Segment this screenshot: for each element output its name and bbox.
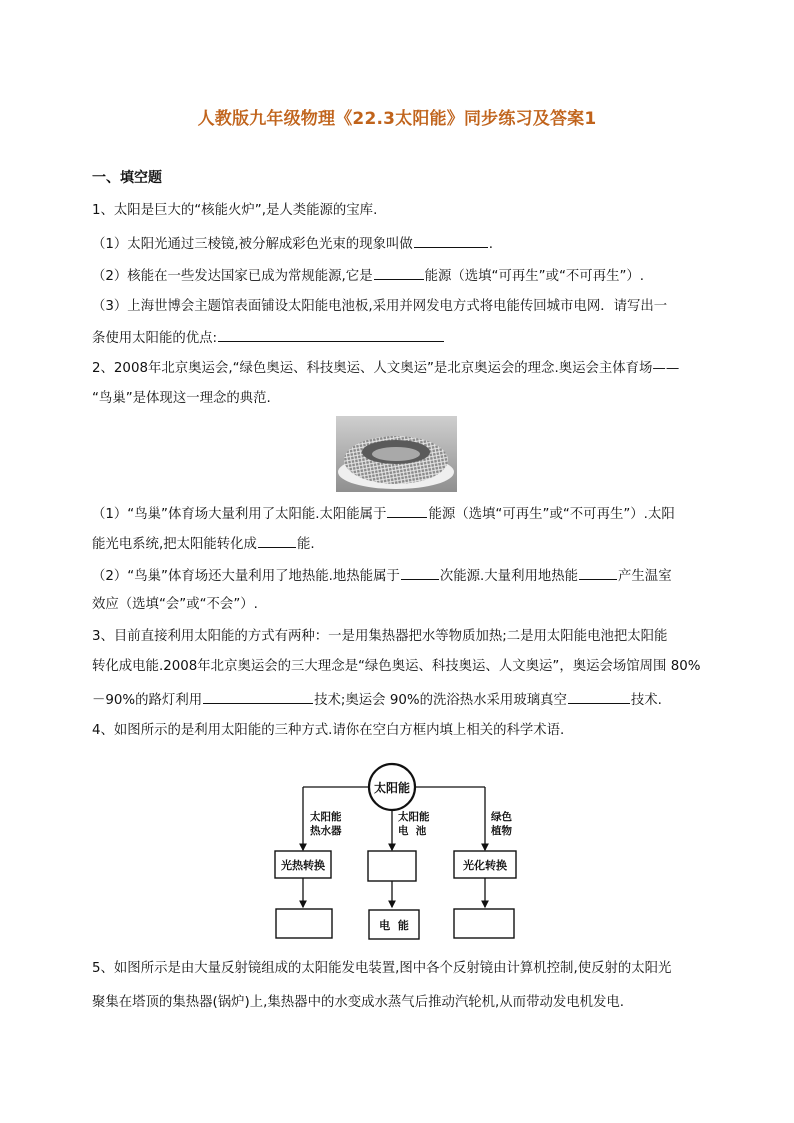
q1-part3-cont: 条使用太阳能的优点: bbox=[92, 327, 445, 349]
answer-blank[interactable] bbox=[374, 265, 424, 280]
branch-1-label-line1: 太阳能 bbox=[310, 811, 342, 823]
q2-part2: （2）“鸟巢”体育场还大量利用了地热能.地热能属于 次能源.大量利用地热能 产生温室 bbox=[92, 565, 672, 587]
q2-stem: 2、2008年北京奥运会,“绿色奥运、科技奥运、人文奥运”是北京奥运会的理念.奥运会主体育场—— bbox=[92, 361, 680, 376]
q1-part1: （1）太阳光通过三棱镜,被分解成彩色光束的现象叫做 . bbox=[92, 233, 493, 255]
center-label: 太阳能 bbox=[373, 781, 411, 795]
q2-part2-cont: 效应（选填“会”或“不会”）. bbox=[92, 597, 258, 612]
box-3-1-label: 光化转换 bbox=[463, 859, 507, 872]
box-1-2-blank bbox=[276, 909, 332, 938]
section-heading: 一、填空题 bbox=[92, 170, 162, 186]
q2-part1: （1）“鸟巢”体育场大量利用了太阳能.太阳能属于 能源（选填“可再生”或“不可再生”）.太阳 bbox=[92, 503, 675, 525]
branch-3-label-line2: 植物 bbox=[491, 825, 512, 837]
answer-blank[interactable] bbox=[579, 565, 617, 580]
answer-blank[interactable] bbox=[568, 689, 630, 704]
branch-3-label-line1: 绿色 bbox=[491, 811, 512, 823]
box-3-2-blank bbox=[454, 909, 514, 938]
branch-2-label-line1: 太阳能 bbox=[398, 811, 430, 823]
q5-stem-cont: 聚集在塔顶的集热器(锅炉)上,集热器中的水变成水蒸气后推动汽轮机,从而带动发电机发电. bbox=[92, 995, 625, 1010]
q2-stem-cont: “鸟巢”是体现这一理念的典范. bbox=[92, 391, 271, 406]
answer-blank[interactable] bbox=[218, 327, 444, 342]
q1-stem: 1、太阳是巨大的“核能火炉”,是人类能源的宝库. bbox=[92, 203, 378, 218]
q3-stem-cont: 转化成电能.2008年北京奥运会的三大理念是“绿色奥运、科技奥运、人文奥运”，奥运会场馆周围 80% bbox=[92, 659, 701, 674]
solar-energy-diagram bbox=[270, 758, 520, 948]
box-2-2-label: 电 能 bbox=[379, 919, 409, 932]
answer-blank[interactable] bbox=[401, 565, 439, 580]
answer-blank[interactable] bbox=[258, 533, 296, 548]
branch-2-label-line2: 电 池 bbox=[398, 825, 427, 837]
q4-stem: 4、如图所示的是利用太阳能的三种方式.请你在空白方框内填上相关的科学术语. bbox=[92, 723, 565, 738]
box-1-1-label: 光热转换 bbox=[281, 859, 325, 872]
q5-stem: 5、如图所示是由大量反射镜组成的太阳能发电装置,图中各个反射镜由计算机控制,使反射的太阳光 bbox=[92, 961, 672, 976]
answer-blank[interactable] bbox=[414, 233, 488, 248]
answer-blank[interactable] bbox=[387, 503, 427, 518]
answer-blank[interactable] bbox=[203, 689, 313, 704]
q1-part2: （2）核能在一些发达国家已成为常规能源,它是 能源（选填“可再生”或“不可再生”）. bbox=[92, 265, 644, 287]
q3-blanks: －90%的路灯利用 技术;奥运会 90%的洗浴热水采用玻璃真空 技术. bbox=[92, 689, 662, 711]
q2-part1-cont: 能光电系统,把太阳能转化成 能. bbox=[92, 533, 315, 555]
page-title: 人教版九年级物理《22.3太阳能》同步练习及答案1 bbox=[197, 109, 597, 129]
branch-1-label-line2: 热水器 bbox=[310, 825, 342, 837]
box-2-1-blank bbox=[368, 851, 416, 881]
birds-nest-stadium-image bbox=[336, 416, 457, 492]
q3-stem: 3、目前直接利用太阳能的方式有两种：一是用集热器把水等物质加热;二是用太阳能电池把太阳能 bbox=[92, 629, 668, 644]
q1-part3: （3）上海世博会主题馆表面铺设太阳能电池板,采用并网发电方式将电能传回城市电网．请写出一 bbox=[92, 299, 668, 314]
